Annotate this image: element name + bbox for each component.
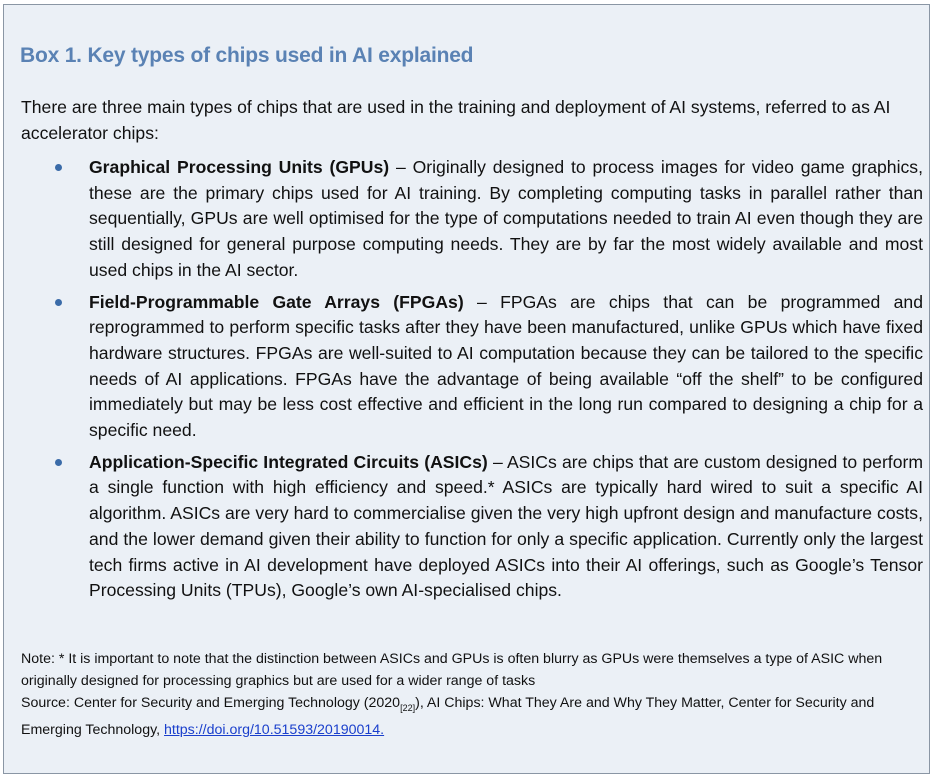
term-fpgas: Field-Programmable Gate Arrays (FPGAs): [89, 291, 464, 312]
chip-types-list: [4, 155, 934, 610]
doi-link[interactable]: https://doi.org/10.51593/20190014.: [164, 721, 385, 738]
description-fpgas: – FPGAs are chips that can be programmed and reprogrammed to perform specific tasks after they have been manufactured, unlike GPUs which have fixed hardware structures. FPGAs are well-suited to AI computation because they can be tailored to the specific needs of AI applications. FPGAs have the advantage of being available “off the shelf” to be configured immediately but may be less cost effective and efficient in the long run compared to designing a chip for a specific need.: [89, 291, 923, 441]
bullet-icon: [55, 164, 62, 171]
description-asics: – ASICs are chips that are custom designed to perform a single function with high efficiency and speed.* ASICs are typically hard wired to suit a specific AI algorithm. ASICs are very hard to commercialise given the very high upfront design and manufacture costs, and the lower demand given their ability to function for only a specific application. Currently only the largest tech firms active in AI development have deployed ASICs into their AI offerings, such as Google’s Tensor Processing Units (TPUs), Google’s own AI-specialised chips.: [89, 451, 923, 601]
bullet-icon: [55, 459, 62, 466]
source-reference: [22]: [400, 702, 416, 713]
source-prefix: Source: Center for Security and Emerging Technology (2020: [21, 695, 401, 711]
source-suffix: ), AI Chips: What They Are and Why They Matter, Center for Security and Emerging Technology,: [21, 695, 875, 738]
info-box: [3, 4, 930, 774]
bullet-icon: [55, 299, 62, 306]
box-title: Box 1. Key types of chips used in AI explained: [20, 44, 474, 67]
description-gpus: – Originally designed to process images for video game graphics, these are the primary chips used for AI training. By completing computing tasks in parallel rather than sequentially, GPUs are well optimised for the type of computations needed to train AI even though they are still designed for general purpose computing needs. They are by far the most widely available and most used chips in the AI sector.: [89, 157, 923, 280]
list-item-fpgas: [89, 290, 923, 444]
intro-paragraph: There are three main types of chips that are used in the training and deployment of AI systems, referred to as AI accelerator chips:: [21, 97, 891, 143]
term-asics: Application-Specific Integrated Circuits (ASICs): [89, 451, 488, 472]
note-text: Note: * It is important to note that the distinction between ASICs and GPUs is often blurry as GPUs were themselves a type of ASIC when originally designed for processing graphics but are used for a wider range of tasks: [21, 651, 883, 689]
source-text: [21, 692, 926, 741]
footnote-block: [21, 648, 926, 741]
list-item-gpus: [89, 155, 923, 284]
term-gpus: Graphical Processing Units (GPUs): [89, 157, 390, 177]
list-item-asics: [89, 450, 923, 604]
